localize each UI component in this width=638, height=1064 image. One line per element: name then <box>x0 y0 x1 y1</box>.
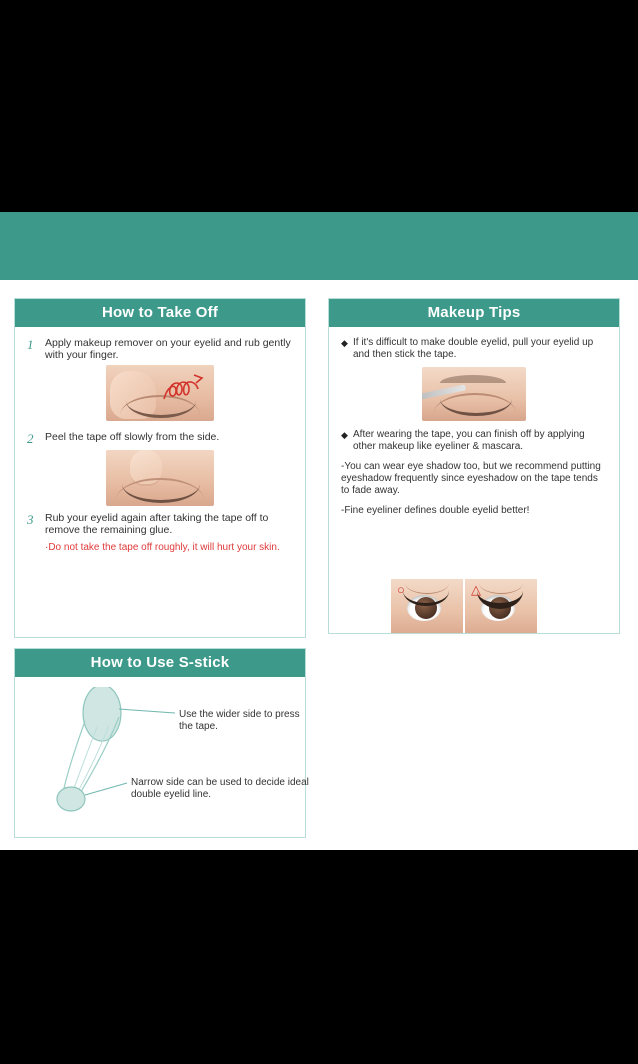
diamond-bullet-icon: ◆ <box>341 430 348 440</box>
step-text: Rub your eyelid again after taking the tape off to remove the remaining glue. <box>45 512 269 536</box>
instruction-sheet <box>0 212 638 850</box>
teal-header-band <box>0 212 638 280</box>
step-item <box>27 431 293 446</box>
step-item <box>27 337 293 361</box>
eyelashes <box>122 484 200 503</box>
tip-bullet-item <box>341 337 607 361</box>
photo-pull-eyelid-up <box>422 367 526 421</box>
s-stick-note-narrow-side: Narrow side can be used to decide ideal double eyelid line. <box>131 777 309 800</box>
s-stick-illustration-icon <box>27 687 297 822</box>
card-title-s-stick: How to Use S-stick <box>15 649 305 677</box>
tip-text: If it's difficult to make double eyelid, pull your eyelid up and then stick the tape. <box>353 337 594 360</box>
triangle-mark-icon: △ <box>471 582 481 597</box>
photo-bad-eyeliner <box>465 579 537 633</box>
card-title-take-off: How to Take Off <box>15 299 305 327</box>
s-stick-note-wide-side: Use the wider side to press the tape. <box>179 709 300 732</box>
tip-text-eyeshadow: -You can wear eye shadow too, but we recommend putting eyeshadow frequently since eyeshadow on the tape tends to fade away. <box>341 461 601 496</box>
photo-remover-on-eyelid <box>106 365 214 421</box>
s-stick-diagram <box>27 687 309 822</box>
tip-text-eyeliner: -Fine eyeliner defines double eyelid better! <box>341 505 530 516</box>
tip-text: After wearing the tape, you can finish off by applying other makeup like eyeliner & mascara. <box>353 429 585 452</box>
circle-mark-icon: ○ <box>397 582 405 597</box>
card-body-makeup-tips <box>329 327 619 597</box>
card-body-s-stick <box>15 677 309 832</box>
diamond-bullet-icon: ◆ <box>341 338 348 348</box>
photo-good-eyeliner <box>391 579 463 633</box>
step-number: 3 <box>27 512 34 527</box>
step-item <box>27 512 293 536</box>
rub-motion-arrow-icon <box>160 371 206 405</box>
eyelashes <box>440 399 512 416</box>
card-how-to-take-off <box>14 298 306 638</box>
step-text: Apply makeup remover on your eyelid and rub gently with your finger. <box>45 337 291 361</box>
step-number: 2 <box>27 431 34 446</box>
sheet-content <box>0 280 638 850</box>
card-body-take-off <box>15 327 305 564</box>
eyebrow-shape <box>440 375 506 383</box>
card-title-makeup-tips: Makeup Tips <box>329 299 619 327</box>
card-makeup-tips <box>328 298 620 634</box>
tip-bullet-item <box>341 429 607 453</box>
step-text: Peel the tape off slowly from the side. <box>45 431 220 443</box>
warning-text: ·Do not take the tape off roughly, it will hurt your skin. <box>45 542 280 553</box>
photo-peel-tape <box>106 450 214 506</box>
card-how-to-use-s-stick <box>14 648 309 838</box>
eye-comparison-photos <box>391 579 537 633</box>
step-number: 1 <box>27 337 34 352</box>
